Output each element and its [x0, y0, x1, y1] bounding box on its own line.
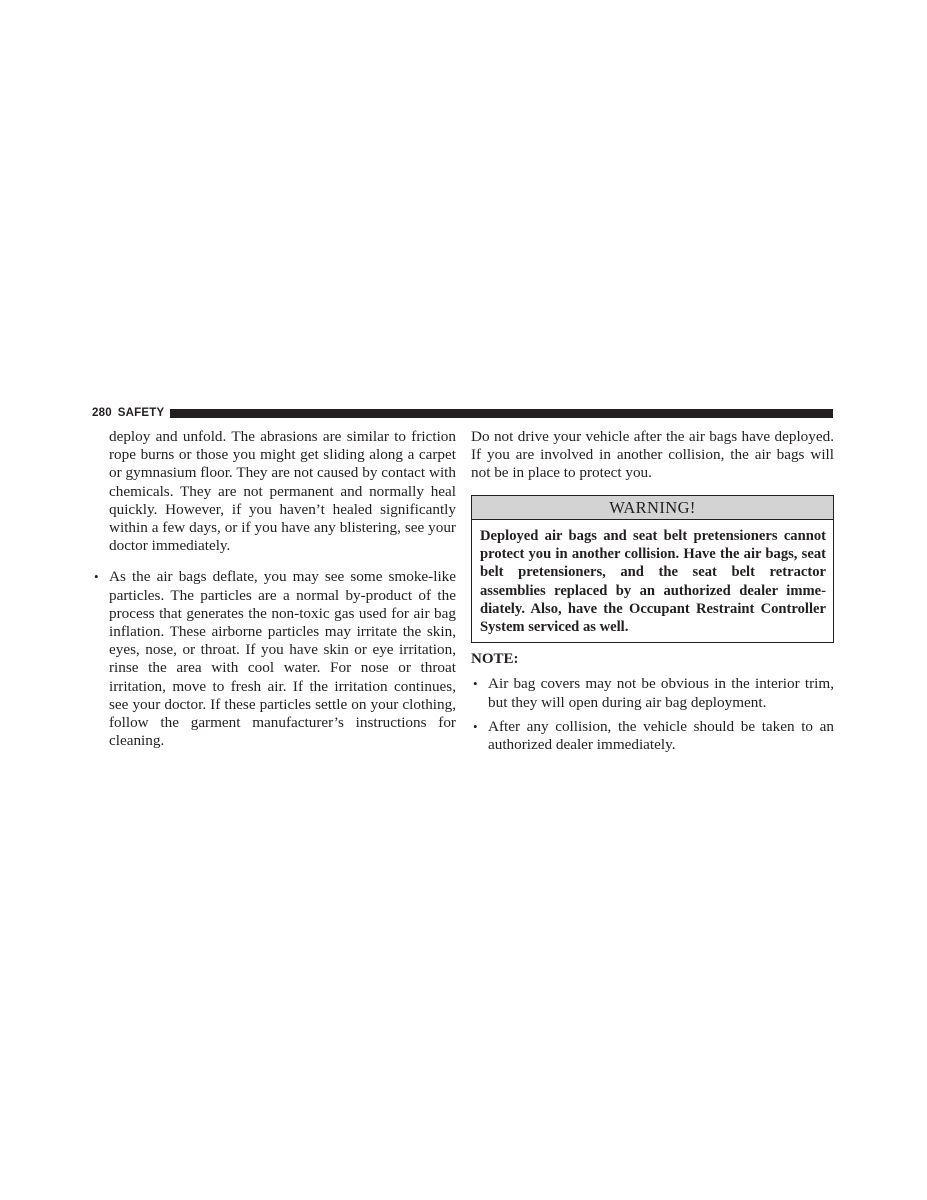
page-number: 280 — [92, 407, 112, 419]
list-item — [471, 675, 834, 711]
page-header — [92, 405, 833, 421]
header-rule — [170, 409, 833, 418]
list-item — [92, 568, 456, 750]
continued-paragraph: deploy and unfold. The abrasions are similar to friction rope burns or those you might get sliding along a carpet or gymnasium floor. They are not caused by contact with chemicals. They are not permanent and normally heal quickly. However, if you haven’t healed significantly within a few days, or if you have any blistering, see your doctor immediately. — [109, 428, 456, 555]
section-title: SAFETY — [117, 407, 165, 419]
bullet-icon: • — [473, 676, 478, 692]
right-column — [471, 428, 834, 754]
intro-paragraph: Do not drive your vehicle after the air bags have deployed. If you are involved in another collision, the air bags will not be in place to protect you. — [471, 428, 834, 482]
bullet-icon: • — [473, 718, 478, 734]
bullet-text: As the air bags deflate, you may see some smoke-like particles. The particles are a normal by-product of the process that generates the non-toxic gas used for air bag inflation. These airborne particles may irritate the skin, eyes, nose, or throat. If you have skin or eye irritation, rinse the area with cool water. For nose or throat irritation, move to fresh air. If the irritation continues, see your doctor. If these particles settle on your clothing, follow the garment manufacturer’s instructions for cleaning. — [109, 568, 456, 750]
note-label: NOTE: — [471, 651, 519, 668]
note-text: Air bag covers may not be obvious in the interior trim, but they will open during air bag deployment. — [488, 675, 834, 711]
left-column — [92, 428, 456, 750]
warning-body: Deployed air bags and seat belt pretensioners cannot protect you in another collision. Have the air bags, seat belt pretensioners, and the seat belt retractor assemblies replaced by an authorized dealer immediately. Also, have the Occupant Restraint Controller System serviced as well. — [480, 527, 826, 636]
note-text: After any collision, the vehicle should be taken to an authorized dealer immediately. — [488, 717, 834, 753]
bullet-icon: • — [94, 569, 99, 585]
warning-title: WARNING! — [472, 496, 833, 520]
warning-box — [471, 495, 834, 644]
list-item — [471, 718, 834, 754]
